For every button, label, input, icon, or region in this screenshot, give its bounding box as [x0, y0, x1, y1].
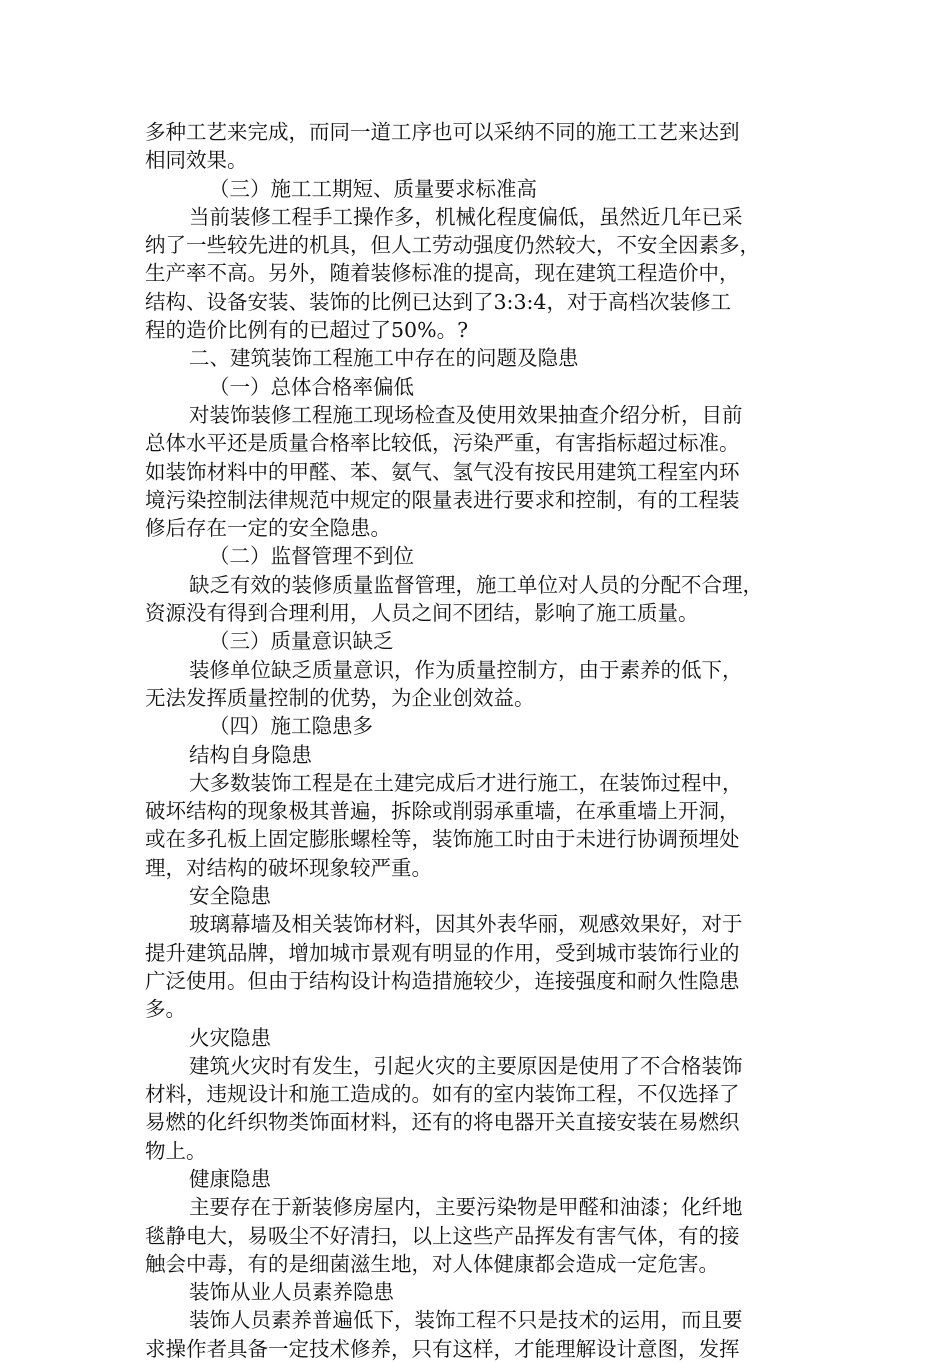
text-line: 安全隐患 — [189, 884, 271, 909]
text-line: 破坏结构的现象极其普遍，拆除或削弱承重墙，在承重墙上开洞， — [145, 799, 740, 824]
text-line: 建筑火灾时有发生，引起火灾的主要原因是使用了不合格装饰 — [189, 1053, 743, 1078]
text-line: 主要存在于新装修房屋内，主要污染物是甲醛和油漆；化纤地 — [189, 1195, 743, 1220]
text-line: 多。 — [145, 997, 186, 1022]
text-line: 结构自身隐患 — [189, 742, 312, 767]
text-line: 程的造价比例有的已超过了50%。? — [145, 318, 469, 343]
text-line: 触会中毒，有的是细菌滋生地，对人体健康都会造成一定危害。 — [145, 1251, 719, 1276]
text-line: 相同效果。 — [145, 148, 248, 173]
text-line: 求操作者具备一定技术修养，只有这样，才能理解设计意图，发挥 — [145, 1336, 740, 1361]
text-line: 纳了一些较先进的机具，但人工劳动强度仍然较大，不安全因素多， — [145, 233, 760, 258]
document-body — [145, 118, 805, 1363]
text-line: 广泛使用。但由于结构设计构造措施较少，连接强度和耐久性隐患 — [145, 968, 740, 993]
text-line: 结构、设备安装、装饰的比例已达到了3:3:4，对于高档次装修工 — [145, 289, 731, 314]
text-line: 二、建筑装饰工程施工中存在的问题及隐患 — [189, 346, 579, 371]
text-line: 多种工艺来完成，而同一道工序也可以采纳不同的施工工艺来达到 — [145, 120, 740, 144]
text-line: 生产率不高。另外，随着装修标准的提高，现在建筑工程造价中， — [145, 261, 740, 286]
text-line: 大多数装饰工程是在土建完成后才进行施工，在装饰过程中， — [189, 770, 743, 795]
text-line: 修后存在一定的安全隐患。 — [145, 516, 391, 541]
text-line: 物上。 — [145, 1138, 207, 1163]
text-line: 提升建筑品牌，增加城市景观有明显的作用，受到城市装饰行业的 — [145, 940, 740, 965]
text-line: 对装饰装修工程施工现场检查及使用效果抽查介绍分析，目前 — [189, 402, 743, 427]
text-line: （二）监督管理不到位 — [209, 544, 414, 569]
text-line: 境污染控制法律规范中规定的限量表进行要求和控制，有的工程装 — [145, 487, 740, 512]
text-line: 资源没有得到合理利用，人员之间不团结，影响了施工质量。 — [145, 601, 699, 626]
text-line: 玻璃幕墙及相关装饰材料，因其外表华丽，观感效果好，对于 — [189, 912, 743, 937]
text-line: 材料，违规设计和施工造成的。如有的室内装饰工程，不仅选择了 — [145, 1082, 740, 1107]
text-line: 装饰从业人员素养隐患 — [189, 1280, 394, 1305]
text-line: 毯静电大，易吸尘不好清扫，以上这些产品挥发有害气体，有的接 — [145, 1223, 740, 1248]
text-line: 装饰人员素养普遍低下，装饰工程不只是技术的运用，而且要 — [189, 1308, 743, 1333]
text-line: 或在多孔板上固定膨胀螺栓等，装饰施工时由于未进行协调预埋处 — [145, 827, 740, 852]
text-line: 火灾隐患 — [189, 1025, 271, 1050]
text-line: 如装饰材料中的甲醛、苯、氨气、氢气没有按民用建筑工程室内环 — [145, 459, 740, 484]
text-line: 理，对结构的破坏现象较严重。 — [145, 855, 432, 880]
text-line: 装修单位缺乏质量意识，作为质量控制方，由于素养的低下， — [189, 657, 743, 682]
text-line: 当前装修工程手工操作多，机械化程度偏低，虽然近几年已采 — [189, 204, 743, 229]
text-line: 总体水平还是质量合格率比较低，污染严重，有害指标超过标准。 — [145, 431, 740, 456]
text-line: （三）质量意识缺乏 — [209, 629, 394, 654]
text-line: 缺乏有效的装修质量监督管理，施工单位对人员的分配不合理， — [189, 572, 763, 597]
text-line: （四）施工隐患多 — [209, 714, 373, 739]
text-line: 易燃的化纤织物类饰面材料，还有的将电器开关直接安装在易燃织 — [145, 1110, 740, 1135]
text-line: 无法发挥质量控制的优势，为企业创效益。 — [145, 685, 535, 710]
text-line: 健康隐患 — [189, 1166, 271, 1191]
text-line: （一）总体合格率偏低 — [209, 374, 414, 399]
text-line: （三）施工工期短、质量要求标准高 — [209, 176, 537, 201]
